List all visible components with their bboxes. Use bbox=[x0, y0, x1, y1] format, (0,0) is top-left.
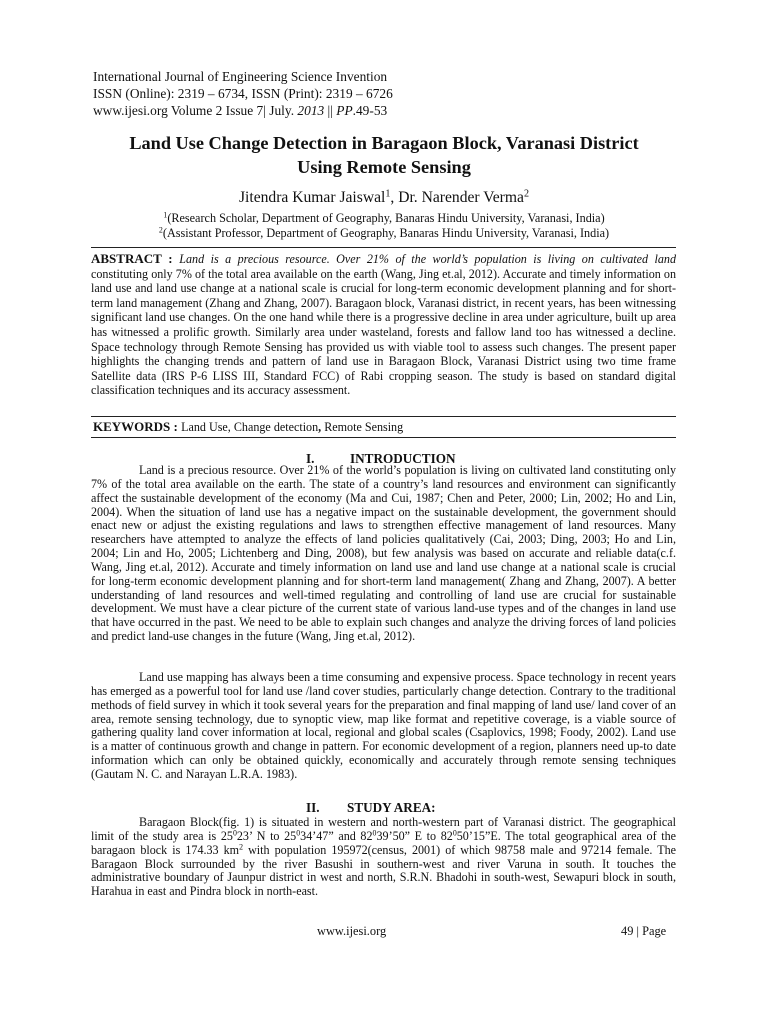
section-1-number: I. bbox=[306, 451, 315, 466]
abstract-body: constituting only 7% of the total area available on the earth (Wang, Jing et.al, 2012). Accurate and timely information on land use and land use change at a national scale is crucial for long-term economic development planning and for short-term land management (Zhang and Zhang, 2007). Baragaon block, Varanasi district, in recent years, has been witnessing significant land use changes. On the one hand while there is a progressive decline in area under agriculture, built up area has witnessed a prolific growth. Similarly area under wasteland, forests and fallow land too has witnessed a decline. Space technology through Remote Sensing has provided us with viable tool to assess such changes. The present paper highlights the changing trends and pattern of land use in Baragaon Block, Varanasi District using two time frame Satellite data (IRS P-6 LISS III, Standard FCC) of Rabi cropping season. The study is based on standard digital classification techniques and its accuracy assessment. bbox=[91, 266, 676, 398]
abstract-top-rule bbox=[91, 247, 676, 248]
keywords-text-1: Land Use, Change detection bbox=[181, 420, 319, 434]
intro-paragraph-2 bbox=[91, 671, 676, 782]
degree-mark-3: 0 bbox=[372, 828, 377, 838]
abstract-emphasis: Land is a precious resource. Over 21% of the world’s population is living on cultivated land bbox=[179, 252, 676, 266]
author-list bbox=[70, 189, 698, 207]
study-area-text-f: with population 195972(census, 2001) of which 98758 male and 97214 female. The Baragaon Block surrounded by the river Basushi in southern-west and river Varuna in south. It touches the administrative boundary of Jaunpur district in west and north, S.R.N. Bhadohi in south-west, Sewapuri block in south, Harahua in east and Pindra block in north-east. bbox=[91, 842, 676, 899]
section-2-number: II. bbox=[306, 800, 320, 815]
author-separator: , bbox=[390, 189, 399, 206]
affiliation-1-mark: 1 bbox=[163, 210, 168, 220]
affiliation-2 bbox=[70, 226, 698, 240]
keywords-comma: , bbox=[318, 420, 322, 434]
keywords-label: KEYWORDS : bbox=[93, 419, 182, 434]
abstract-label: ABSTRACT : bbox=[91, 251, 180, 266]
study-area-text-a: Baragaon Block(fig. 1) is situated in western and north-western part of Varanasi district. The geographical limit of the study area is 25 bbox=[91, 815, 676, 843]
study-area-paragraph bbox=[91, 816, 676, 899]
abstract-block bbox=[91, 252, 676, 398]
author-1-affiliation-mark: 1 bbox=[385, 188, 391, 200]
degree-mark-4: 0 bbox=[452, 828, 457, 838]
footer-page-number: 49 | Page bbox=[621, 924, 667, 938]
keywords-top-rule bbox=[91, 416, 676, 417]
intro-paragraph-1 bbox=[91, 464, 676, 644]
journal-issn: ISSN (Online): 2319 – 6734, ISSN (Print): 2319 – 6726 bbox=[93, 86, 393, 101]
keywords-bottom-rule bbox=[91, 437, 676, 438]
paper-title-line-2: Using Remote Sensing bbox=[297, 157, 471, 177]
journal-year: 2013 bbox=[297, 103, 325, 118]
journal-issue bbox=[93, 102, 693, 119]
study-area-text-e: 50’15”E. The total geographical area of the baragaon block is 174.33 km bbox=[91, 828, 676, 857]
intro-paragraph-2-text: Land use mapping has always been a time consuming and expensive process. Space technology in recent years has emerged as a powerful tool for land use /land cover studies, particularly change detection. Contrary to the traditional methods of field survey in which it took several years for the preparation and final mapping of land use/ land cover of an area, remote sensing technology, due to synoptic view, map like format and repetitive coverage, is a viable source of gathering quality land cover information at local, regional and global scales (Csaplovics, 1998; Foody, 2002). Land use is a matter of continuous growth and change in pattern. For economic development of a region, planners need up-to date information which can only be obtained quickly, economically and accurately through remote sensing techniques (Gautam N. C. and Narayan L.R.A. 1983). bbox=[91, 670, 676, 781]
journal-pages: .49-53 bbox=[352, 103, 388, 118]
author-1: Jitendra Kumar Jaiswal bbox=[238, 189, 386, 206]
journal-header bbox=[93, 68, 693, 119]
affiliation-2-text: (Assistant Professor, Department of Geography, Banaras Hindu University, Varanasi, India) bbox=[162, 226, 610, 240]
affiliation-1-text: (Research Scholar, Department of Geography, Banaras Hindu University, Varanasi, India) bbox=[167, 211, 605, 225]
journal-issue-text: www.ijesi.org Volume 2 Issue 7| July. bbox=[93, 103, 298, 118]
author-2-affiliation-mark: 2 bbox=[523, 188, 529, 200]
keywords-text-2: Remote Sensing bbox=[321, 420, 404, 434]
keywords-block bbox=[93, 419, 678, 435]
paper-title-line-1: Land Use Change Detection in Baragaon Block, Varanasi District bbox=[129, 133, 639, 153]
affiliation-2-mark: 2 bbox=[158, 225, 163, 235]
author-2: Dr. Narender Verma bbox=[398, 189, 524, 206]
affiliation-1 bbox=[70, 211, 698, 225]
area-exponent: 2 bbox=[239, 842, 244, 852]
section-2-title: STUDY AREA: bbox=[347, 800, 436, 815]
intro-paragraph-1-text: Land is a precious resource. Over 21% of the world’s population is living on cultivated land constituting only 7% of the total area available on the earth. The state of a country’s land resources and environment can significantly affect the sustainable development of the economy (Ma and Cui, 1987; Chen and Peter, 2000; Lin, 2002; Ho and Lin, 2004). When the situation of land use has a negative impact on the sustainable development, the government should enact new or adjust the existing regulations and laws to strengthen effective management of land resources. Many researchers have attempted to analyze the effects of land policies qualitatively (Cai, 2003; Ding, 2003; Ho and Lin, 2004; Lin and Ho, 2005; Lichtenberg and Ding, 2008), but few analysis was based on accurate and reliable data(c.f. Wang, Jing et.al, 2012). Accurate and timely information on land use and land use change at a national scale is crucial for long-term economic development planning and for short-term land management( Zhang and Zhang, 2007). A better understanding of land resources and well-timed regulating and controlling of land use are crucial for sustainable development. We must have a clear picture of the current state of various land-use types and of the changes in land use that have occurred in the past. We need to be able to explain such changes and analyze the driving forces of land policies and predict land-use changes in the future (Wang, Jing et.al, 2012). bbox=[91, 463, 676, 644]
paper-title bbox=[70, 131, 698, 179]
journal-pp: PP bbox=[336, 103, 353, 118]
study-area-text-c: 34’47” and 82 bbox=[300, 828, 373, 843]
study-area-text-b: 23’ N to 25 bbox=[236, 828, 297, 843]
journal-name: International Journal of Engineering Science Invention bbox=[93, 69, 388, 84]
footer-url: www.ijesi.org bbox=[317, 924, 387, 938]
journal-separator: || bbox=[324, 103, 337, 118]
section-1-title: INTRODUCTION bbox=[350, 451, 456, 466]
study-area-text-d: 39’50” E to 82 bbox=[376, 828, 453, 843]
degree-mark-1: 0 bbox=[232, 828, 237, 838]
degree-mark-2: 0 bbox=[296, 828, 301, 838]
